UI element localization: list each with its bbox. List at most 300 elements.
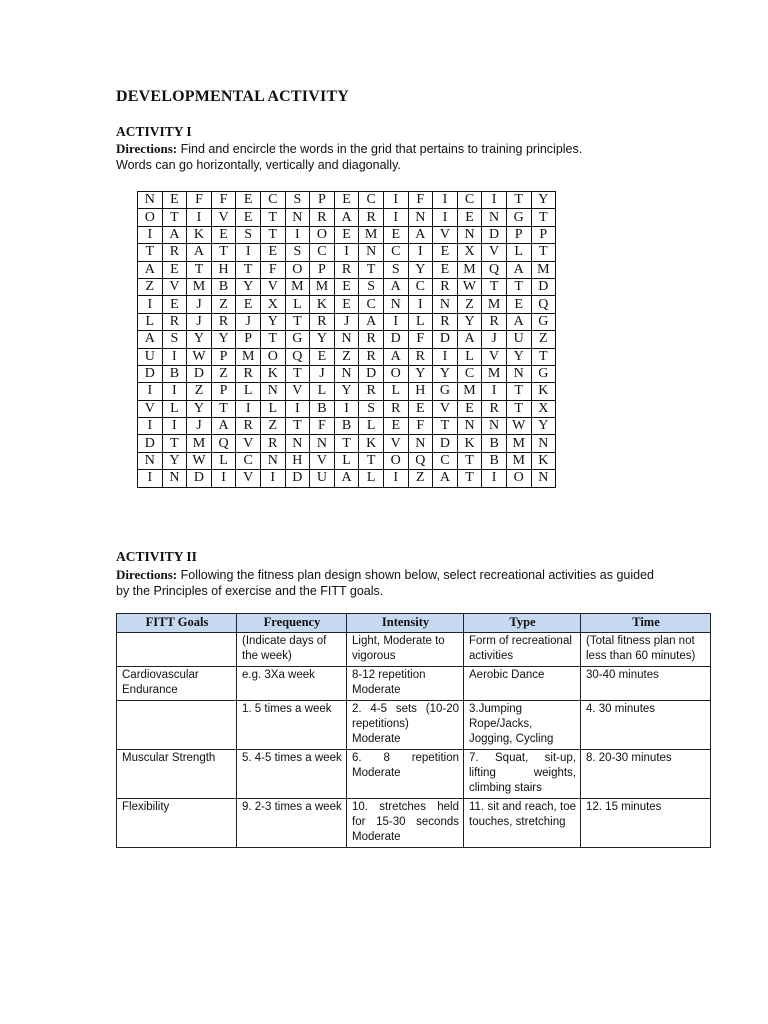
table-cell: Form of recreational activities: [464, 633, 581, 667]
grid-cell: I: [162, 418, 187, 435]
table-cell: [117, 633, 237, 667]
grid-cell: T: [285, 313, 310, 330]
grid-cell: D: [359, 365, 384, 382]
grid-cell: A: [433, 470, 458, 487]
grid-cell: Z: [138, 278, 163, 295]
table-cell: 9. 2-3 times a week: [237, 799, 347, 848]
directions-text-line1: Find and encircle the words in the grid that pertains to training principles.: [180, 142, 583, 156]
grid-cell: M: [187, 435, 212, 452]
grid-cell: V: [138, 400, 163, 417]
grid-cell: P: [310, 192, 335, 209]
grid-cell: G: [531, 313, 556, 330]
table-header-cell: Frequency: [237, 614, 347, 633]
table-row: [117, 633, 711, 667]
grid-cell: S: [162, 331, 187, 348]
grid-cell: T: [260, 209, 285, 226]
grid-row: [138, 192, 556, 209]
grid-cell: I: [236, 400, 261, 417]
grid-cell: V: [310, 452, 335, 469]
grid-row: [138, 470, 556, 487]
directions-text-line2: Words can go horizontally, vertically and diagonally.: [116, 157, 401, 172]
table-cell: 12. 15 minutes: [581, 799, 711, 848]
table-cell: 8-12 repetition Moderate: [347, 667, 464, 701]
grid-cell: C: [359, 192, 384, 209]
grid-row: [138, 296, 556, 313]
grid-cell: Z: [531, 331, 556, 348]
grid-cell: R: [482, 400, 507, 417]
activity-2-directions: [116, 567, 654, 599]
grid-cell: R: [359, 209, 384, 226]
grid-cell: I: [482, 383, 507, 400]
grid-cell: E: [310, 348, 335, 365]
grid-cell: T: [260, 226, 285, 243]
grid-row: [138, 435, 556, 452]
grid-cell: T: [457, 452, 482, 469]
table-cell: 7. Squat, sit-up, lifting weights, climbing stairs: [464, 750, 581, 799]
grid-cell: I: [408, 244, 433, 261]
table-cell: 1. 5 times a week: [237, 701, 347, 750]
table-row: [117, 750, 711, 799]
table-cell: 2. 4-5 sets (10-20 repetitions) Moderate: [347, 701, 464, 750]
grid-cell: I: [138, 296, 163, 313]
grid-cell: A: [383, 348, 408, 365]
grid-cell: A: [211, 418, 236, 435]
grid-cell: I: [138, 226, 163, 243]
grid-cell: N: [260, 452, 285, 469]
activity-1-directions: [116, 141, 676, 173]
grid-cell: L: [310, 383, 335, 400]
grid-cell: K: [457, 435, 482, 452]
activity-1-heading: ACTIVITY I: [116, 124, 192, 139]
directions-label: Directions:: [116, 567, 178, 582]
grid-cell: D: [187, 365, 212, 382]
grid-row: [138, 452, 556, 469]
grid-cell: Y: [310, 331, 335, 348]
grid-cell: I: [211, 470, 236, 487]
grid-cell: I: [285, 226, 310, 243]
table-cell: 6. 8 repetition Moderate: [347, 750, 464, 799]
grid-cell: W: [187, 348, 212, 365]
grid-cell: A: [162, 226, 187, 243]
grid-cell: R: [236, 418, 261, 435]
grid-cell: A: [506, 313, 531, 330]
grid-cell: H: [211, 261, 236, 278]
grid-cell: T: [359, 452, 384, 469]
grid-cell: N: [408, 435, 433, 452]
grid-row: [138, 261, 556, 278]
grid-cell: N: [138, 192, 163, 209]
grid-cell: Z: [408, 470, 433, 487]
grid-cell: T: [506, 383, 531, 400]
directions-label: Directions:: [116, 141, 178, 156]
grid-cell: Y: [162, 452, 187, 469]
grid-cell: R: [334, 261, 359, 278]
grid-cell: R: [383, 400, 408, 417]
grid-cell: B: [310, 400, 335, 417]
grid-cell: R: [408, 348, 433, 365]
grid-cell: C: [457, 365, 482, 382]
grid-cell: N: [482, 209, 507, 226]
grid-cell: T: [334, 435, 359, 452]
grid-cell: Q: [531, 296, 556, 313]
table-header-row: [117, 614, 711, 633]
table-cell: 11. sit and reach, toe touches, stretching: [464, 799, 581, 848]
grid-cell: V: [482, 348, 507, 365]
grid-cell: N: [260, 383, 285, 400]
grid-cell: M: [482, 296, 507, 313]
grid-cell: W: [187, 452, 212, 469]
grid-cell: D: [433, 331, 458, 348]
table-cell: e.g. 3Xa week: [237, 667, 347, 701]
grid-cell: D: [531, 278, 556, 295]
grid-cell: R: [482, 313, 507, 330]
grid-cell: R: [310, 209, 335, 226]
grid-cell: N: [408, 209, 433, 226]
grid-cell: N: [457, 418, 482, 435]
grid-cell: C: [408, 278, 433, 295]
grid-cell: A: [187, 244, 212, 261]
grid-cell: T: [506, 400, 531, 417]
grid-cell: M: [187, 278, 212, 295]
grid-cell: Y: [457, 313, 482, 330]
grid-cell: V: [285, 383, 310, 400]
grid-cell: N: [383, 296, 408, 313]
grid-cell: O: [285, 261, 310, 278]
grid-cell: D: [433, 435, 458, 452]
grid-cell: O: [138, 209, 163, 226]
grid-cell: E: [457, 209, 482, 226]
grid-cell: E: [383, 226, 408, 243]
grid-cell: S: [359, 400, 384, 417]
grid-cell: T: [285, 418, 310, 435]
grid-cell: Y: [334, 383, 359, 400]
grid-cell: V: [211, 209, 236, 226]
grid-cell: T: [457, 470, 482, 487]
grid-cell: U: [138, 348, 163, 365]
grid-row: [138, 244, 556, 261]
grid-cell: C: [260, 192, 285, 209]
table-cell: 4. 30 minutes: [581, 701, 711, 750]
grid-cell: E: [334, 278, 359, 295]
table-cell: (Indicate days of the week): [237, 633, 347, 667]
grid-cell: E: [236, 209, 261, 226]
grid-cell: A: [383, 278, 408, 295]
grid-cell: A: [138, 331, 163, 348]
grid-cell: P: [310, 261, 335, 278]
grid-cell: L: [236, 383, 261, 400]
grid-cell: I: [162, 383, 187, 400]
grid-cell: L: [457, 348, 482, 365]
grid-cell: B: [211, 278, 236, 295]
grid-cell: I: [433, 192, 458, 209]
grid-cell: T: [506, 278, 531, 295]
grid-cell: R: [310, 313, 335, 330]
grid-cell: I: [334, 244, 359, 261]
table-row: [117, 667, 711, 701]
grid-cell: D: [482, 226, 507, 243]
grid-cell: E: [334, 226, 359, 243]
grid-cell: Y: [187, 400, 212, 417]
grid-cell: T: [162, 435, 187, 452]
grid-cell: C: [310, 244, 335, 261]
grid-cell: Q: [482, 261, 507, 278]
grid-cell: E: [260, 244, 285, 261]
grid-cell: T: [187, 261, 212, 278]
grid-cell: O: [506, 470, 531, 487]
word-search-grid: [137, 191, 556, 488]
grid-cell: I: [187, 209, 212, 226]
grid-cell: S: [383, 261, 408, 278]
grid-cell: X: [260, 296, 285, 313]
grid-cell: I: [383, 313, 408, 330]
grid-cell: V: [236, 470, 261, 487]
grid-cell: A: [506, 261, 531, 278]
grid-cell: E: [334, 296, 359, 313]
grid-cell: C: [433, 452, 458, 469]
table-header-cell: FITT Goals: [117, 614, 237, 633]
grid-cell: F: [187, 192, 212, 209]
grid-cell: F: [310, 418, 335, 435]
table-cell: 8. 20-30 minutes: [581, 750, 711, 799]
grid-row: [138, 331, 556, 348]
directions-text: Following the fitness plan design shown below, select recreational activities as guided by the Principles of exercise and the FITT goals.: [116, 568, 654, 598]
grid-cell: O: [383, 452, 408, 469]
grid-cell: F: [408, 192, 433, 209]
grid-cell: Q: [285, 348, 310, 365]
grid-cell: L: [383, 383, 408, 400]
grid-cell: T: [162, 209, 187, 226]
grid-cell: M: [310, 278, 335, 295]
grid-cell: J: [236, 313, 261, 330]
grid-cell: G: [285, 331, 310, 348]
grid-cell: T: [211, 244, 236, 261]
grid-cell: Y: [531, 192, 556, 209]
table-header-cell: Time: [581, 614, 711, 633]
grid-cell: N: [482, 418, 507, 435]
grid-cell: L: [506, 244, 531, 261]
grid-cell: X: [457, 244, 482, 261]
fitt-plan-table: [116, 613, 711, 848]
grid-cell: K: [187, 226, 212, 243]
grid-cell: J: [482, 331, 507, 348]
grid-cell: R: [260, 435, 285, 452]
grid-cell: T: [482, 278, 507, 295]
grid-cell: H: [285, 452, 310, 469]
grid-cell: A: [334, 470, 359, 487]
grid-cell: I: [138, 470, 163, 487]
grid-cell: Y: [260, 313, 285, 330]
grid-cell: S: [285, 192, 310, 209]
table-header-cell: Intensity: [347, 614, 464, 633]
grid-cell: Y: [506, 348, 531, 365]
grid-cell: H: [408, 383, 433, 400]
grid-cell: D: [138, 435, 163, 452]
grid-cell: V: [236, 435, 261, 452]
grid-cell: F: [211, 192, 236, 209]
grid-cell: B: [482, 435, 507, 452]
page-title: DEVELOPMENTAL ACTIVITY: [116, 88, 350, 105]
grid-cell: Z: [457, 296, 482, 313]
grid-cell: L: [162, 400, 187, 417]
grid-cell: M: [457, 261, 482, 278]
grid-cell: N: [285, 435, 310, 452]
grid-cell: P: [531, 226, 556, 243]
grid-cell: G: [531, 365, 556, 382]
grid-cell: E: [457, 400, 482, 417]
grid-cell: I: [236, 244, 261, 261]
grid-cell: E: [383, 418, 408, 435]
grid-cell: G: [433, 383, 458, 400]
grid-cell: R: [211, 313, 236, 330]
grid-cell: L: [359, 418, 384, 435]
grid-cell: I: [285, 400, 310, 417]
grid-cell: C: [359, 296, 384, 313]
grid-cell: L: [408, 313, 433, 330]
grid-cell: V: [433, 226, 458, 243]
grid-cell: E: [162, 261, 187, 278]
grid-cell: I: [482, 192, 507, 209]
grid-cell: E: [236, 296, 261, 313]
grid-cell: Y: [187, 331, 212, 348]
grid-cell: L: [211, 452, 236, 469]
grid-cell: E: [334, 192, 359, 209]
grid-row: [138, 365, 556, 382]
grid-cell: G: [506, 209, 531, 226]
table-cell: (Total fitness plan not less than 60 minutes): [581, 633, 711, 667]
grid-row: [138, 278, 556, 295]
table-cell: 10. stretches held for 15-30 seconds Moderate: [347, 799, 464, 848]
grid-cell: L: [359, 470, 384, 487]
grid-cell: P: [211, 383, 236, 400]
grid-cell: V: [433, 400, 458, 417]
grid-cell: V: [482, 244, 507, 261]
grid-row: [138, 383, 556, 400]
grid-cell: T: [506, 192, 531, 209]
grid-cell: Y: [236, 278, 261, 295]
grid-cell: D: [138, 365, 163, 382]
grid-cell: Z: [260, 418, 285, 435]
grid-cell: Q: [211, 435, 236, 452]
grid-cell: A: [138, 261, 163, 278]
grid-cell: D: [383, 331, 408, 348]
grid-cell: E: [162, 192, 187, 209]
grid-cell: M: [236, 348, 261, 365]
grid-cell: I: [482, 470, 507, 487]
grid-cell: N: [138, 452, 163, 469]
grid-cell: E: [433, 244, 458, 261]
grid-cell: L: [334, 452, 359, 469]
grid-cell: N: [310, 435, 335, 452]
grid-cell: E: [211, 226, 236, 243]
grid-cell: N: [285, 209, 310, 226]
grid-cell: Z: [211, 296, 236, 313]
grid-cell: N: [506, 365, 531, 382]
grid-cell: K: [260, 365, 285, 382]
grid-cell: C: [236, 452, 261, 469]
grid-cell: C: [457, 192, 482, 209]
grid-cell: K: [531, 383, 556, 400]
grid-cell: T: [531, 244, 556, 261]
grid-cell: R: [433, 313, 458, 330]
grid-cell: P: [236, 331, 261, 348]
grid-cell: Y: [531, 418, 556, 435]
grid-cell: D: [187, 470, 212, 487]
grid-cell: C: [383, 244, 408, 261]
grid-cell: Y: [211, 331, 236, 348]
table-row: [117, 799, 711, 848]
grid-cell: T: [531, 209, 556, 226]
grid-cell: K: [310, 296, 335, 313]
grid-cell: U: [310, 470, 335, 487]
grid-cell: M: [482, 365, 507, 382]
grid-cell: A: [359, 313, 384, 330]
grid-cell: O: [310, 226, 335, 243]
grid-cell: V: [162, 278, 187, 295]
grid-cell: T: [211, 400, 236, 417]
grid-cell: Z: [187, 383, 212, 400]
grid-cell: M: [285, 278, 310, 295]
grid-row: [138, 348, 556, 365]
grid-cell: I: [138, 383, 163, 400]
grid-cell: Y: [408, 365, 433, 382]
grid-row: [138, 400, 556, 417]
grid-cell: F: [408, 418, 433, 435]
activity-2-heading: ACTIVITY II: [116, 549, 197, 564]
grid-cell: N: [433, 296, 458, 313]
grid-cell: I: [334, 400, 359, 417]
grid-cell: R: [359, 383, 384, 400]
grid-cell: L: [260, 400, 285, 417]
grid-row: [138, 418, 556, 435]
grid-cell: M: [359, 226, 384, 243]
table-cell: Flexibility: [117, 799, 237, 848]
grid-cell: B: [162, 365, 187, 382]
grid-cell: F: [408, 331, 433, 348]
grid-cell: T: [285, 365, 310, 382]
grid-cell: N: [334, 365, 359, 382]
grid-cell: A: [457, 331, 482, 348]
grid-row: [138, 209, 556, 226]
grid-cell: Z: [334, 348, 359, 365]
table-row: [117, 701, 711, 750]
grid-cell: A: [408, 226, 433, 243]
grid-cell: M: [506, 435, 531, 452]
grid-cell: T: [236, 261, 261, 278]
grid-row: [138, 226, 556, 243]
grid-cell: E: [506, 296, 531, 313]
grid-cell: T: [138, 244, 163, 261]
table-cell: 30-40 minutes: [581, 667, 711, 701]
grid-cell: I: [433, 209, 458, 226]
grid-cell: N: [531, 470, 556, 487]
grid-cell: N: [531, 435, 556, 452]
grid-cell: S: [359, 278, 384, 295]
grid-cell: I: [433, 348, 458, 365]
grid-cell: T: [531, 348, 556, 365]
grid-cell: O: [260, 348, 285, 365]
grid-cell: R: [359, 348, 384, 365]
grid-cell: V: [260, 278, 285, 295]
grid-cell: J: [187, 313, 212, 330]
grid-cell: E: [433, 261, 458, 278]
grid-cell: I: [408, 296, 433, 313]
table-cell: Cardiovascular Endurance: [117, 667, 237, 701]
grid-cell: M: [457, 383, 482, 400]
grid-cell: N: [359, 244, 384, 261]
grid-cell: N: [457, 226, 482, 243]
grid-cell: E: [162, 296, 187, 313]
grid-cell: J: [334, 313, 359, 330]
